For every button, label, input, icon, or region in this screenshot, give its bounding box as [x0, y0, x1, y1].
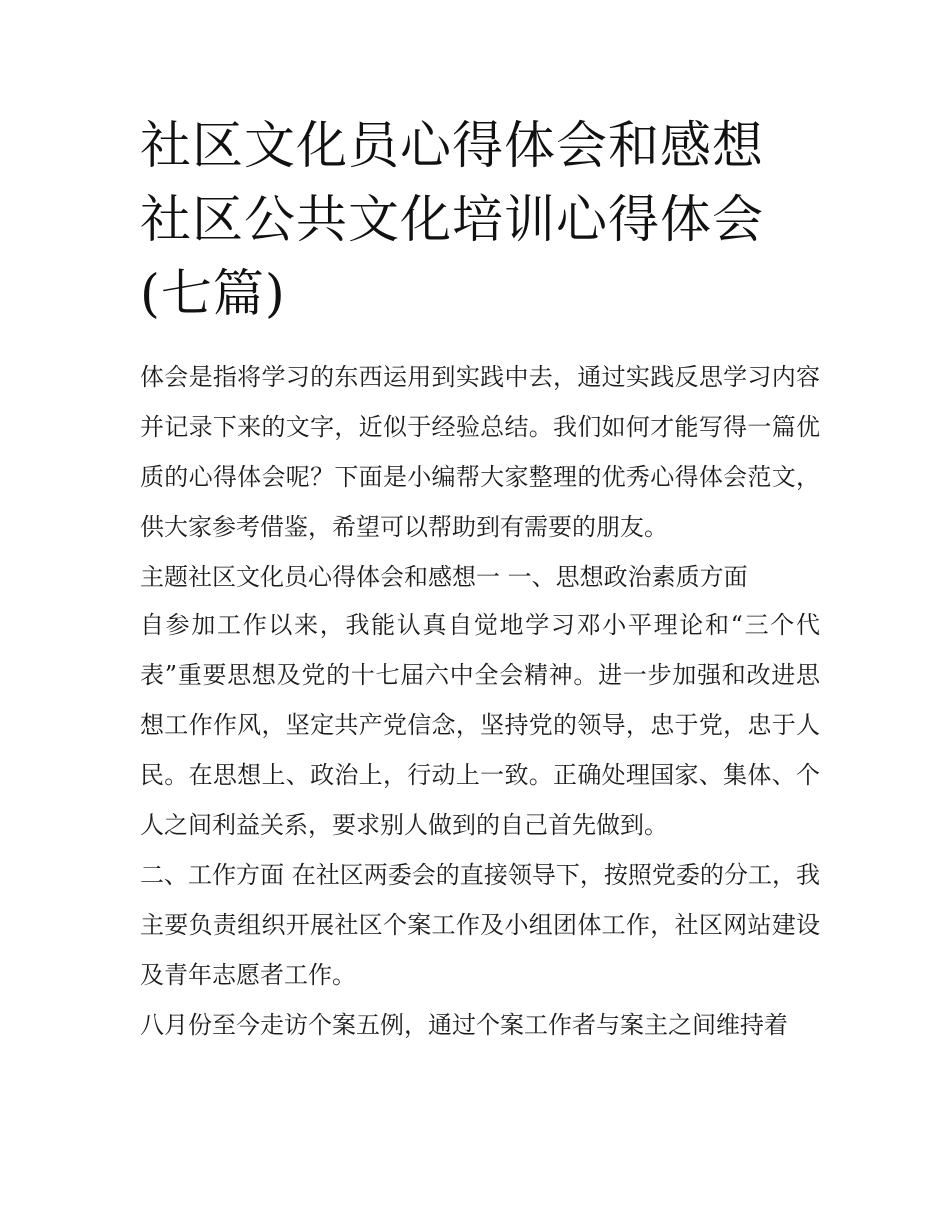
paragraph-work-aspect: 二、工作方面 在社区两委会的直接领导下，按照党委的分工，我主要负责组织开展社区个案工作及小组团体工作，社区网站建设及青年志愿者工作。 — [140, 861, 820, 989]
paragraph-case-visits: 八月份至今走访个案五例，通过个案工作者与案主之间维持着 — [140, 1011, 788, 1039]
document-body — [140, 352, 820, 1050]
paragraph-political-quality: 自参加工作以来，我能认真自觉地学习邓小平理论和“三个代表”重要思想及党的十七届六中全会精神。进一步加强和改进思想工作作风，坚定共产党信念，坚持党的领导，忠于党，忠于人民。在思想上、政治上，行动上一致。正确处理国家、集体、个人之间利益关系，要求别人做到的自己首先做到。 — [140, 611, 820, 839]
paragraph-section-heading: 主题社区文化员心得体会和感想一 一、思想政治素质方面 — [140, 563, 748, 591]
paragraph-intro: 体会是指将学习的东西运用到实践中去，通过实践反思学习内容并记录下来的文字，近似于经验总结。我们如何才能写得一篇优质的心得体会呢？下面是小编帮大家整理的优秀心得体会范文，供大家参考借鉴，希望可以帮助到有需要的朋友。 — [140, 363, 820, 541]
document-title: 社区文化员心得体会和感想 社区公共文化培训心得体会(七篇) — [140, 117, 765, 324]
